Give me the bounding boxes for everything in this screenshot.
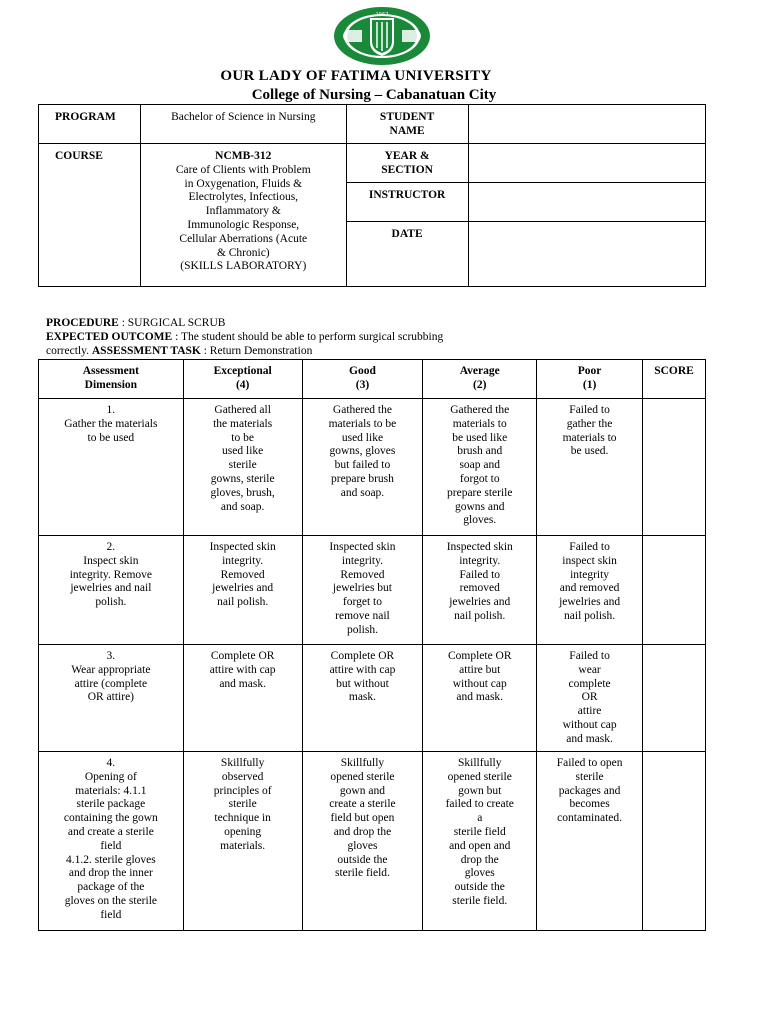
expected-outcome-line (46, 330, 443, 344)
good-cell: Complete OR attire with cap but without mask. (302, 645, 423, 752)
seal-year: 1967 (375, 12, 389, 18)
poor-cell: Failed to wear complete OR attire without cap and mask. (537, 645, 643, 752)
date-field[interactable] (468, 222, 705, 287)
course-title: Care of Clients with Problem in Oxygenation, Fluids & Electrolytes, Infectious, Inflammatory & Immunologic Response, Cellular Aberrations (Acute & Chronic) (SKILLS LABORATORY) (175, 163, 311, 273)
university-seal-logo (332, 6, 432, 66)
score-field[interactable] (643, 536, 706, 645)
college-title: College of Nursing – Cabanatuan City (251, 87, 497, 103)
dimension-cell: 1. Gather the materials to be used (39, 399, 184, 536)
course-cell (140, 144, 346, 287)
good-cell: Inspected skin integrity. Removed jewelries but forget to remove nail polish. (302, 536, 423, 645)
average-cell: Complete OR attire but without cap and mask. (423, 645, 537, 752)
student-name-field[interactable] (468, 105, 705, 144)
header-good: Good (3) (302, 360, 423, 399)
exceptional-cell: Inspected skin integrity. Removed jewelries and nail polish. (183, 536, 302, 645)
assessment-task-value: : Return Demonstration (200, 345, 313, 357)
exceptional-cell: Complete OR attire with cap and mask. (183, 645, 302, 752)
dimension-cell: 4. Opening of materials: 4.1.1 sterile package containing the gown and create a sterile field 4.1.2. sterile gloves and drop the inner package of the gloves on the sterile field (39, 752, 184, 931)
header-score: SCORE (643, 360, 706, 399)
good-cell: Gathered the materials to be used like gowns, gloves but failed to prepare brush and soap. (302, 399, 423, 536)
poor-cell: Failed to gather the materials to be used. (537, 399, 643, 536)
rubric-table (38, 359, 706, 931)
dimension-cell: 3. Wear appropriate attire (complete OR attire) (39, 645, 184, 752)
header-poor: Poor (1) (537, 360, 643, 399)
average-cell: Inspected skin integrity. Failed to removed jewelries and nail polish. (423, 536, 537, 645)
assessment-task-line (46, 344, 312, 358)
rubric-header-row (39, 360, 706, 399)
score-field[interactable] (643, 752, 706, 931)
assessment-task-label: ASSESSMENT TASK (91, 345, 201, 357)
header-average: Average (2) (423, 360, 537, 399)
instructor-field[interactable] (468, 183, 705, 222)
year-section-label: YEAR & SECTION (346, 144, 468, 183)
procedure-value: : SURGICAL SCRUB (118, 317, 226, 329)
average-cell: Gathered the materials to be used like brush and soap and forgot to prepare sterile gowns and gloves. (423, 399, 537, 536)
course-code: NCMB-312 (215, 150, 272, 162)
student-name-label: STUDENT NAME (346, 105, 468, 144)
score-field[interactable] (643, 399, 706, 536)
instructor-label: INSTRUCTOR (346, 183, 468, 222)
score-field[interactable] (643, 645, 706, 752)
course-label: COURSE (39, 144, 141, 287)
procedure-line (46, 316, 225, 330)
table-row (39, 645, 706, 752)
table-row (39, 399, 706, 536)
university-title: OUR LADY OF FATIMA UNIVERSITY (220, 68, 492, 84)
program-value: Bachelor of Science in Nursing (140, 105, 346, 144)
header-exceptional: Exceptional (4) (183, 360, 302, 399)
course-info-table (38, 104, 706, 287)
average-cell: Skillfully opened sterile gown but failed to create a sterile field and open and drop the gloves outside the sterile field. (423, 752, 537, 931)
outcome-value: : The student should be able to perform surgical scrubbing (172, 331, 444, 343)
poor-cell: Failed to inspect skin integrity and removed jewelries and nail polish. (537, 536, 643, 645)
program-label: PROGRAM (39, 105, 141, 144)
year-section-field[interactable] (468, 144, 705, 183)
good-cell: Skillfully opened sterile gown and create a sterile field but open and drop the gloves outside the sterile field. (302, 752, 423, 931)
date-label: DATE (346, 222, 468, 287)
table-row (39, 752, 706, 931)
outcome-value-continued: correctly. (46, 345, 92, 357)
table-row (39, 536, 706, 645)
header-assessment-dimension: Assessment Dimension (39, 360, 184, 399)
poor-cell: Failed to open sterile packages and becomes contaminated. (537, 752, 643, 931)
outcome-label: EXPECTED OUTCOME (46, 331, 173, 343)
procedure-label: PROCEDURE (46, 317, 119, 329)
exceptional-cell: Skillfully observed principles of sterile technique in opening materials. (183, 752, 302, 931)
exceptional-cell: Gathered all the materials to be used like sterile gowns, sterile gloves, brush, and soap. (183, 399, 302, 536)
dimension-cell: 2. Inspect skin integrity. Remove jewelries and nail polish. (39, 536, 184, 645)
